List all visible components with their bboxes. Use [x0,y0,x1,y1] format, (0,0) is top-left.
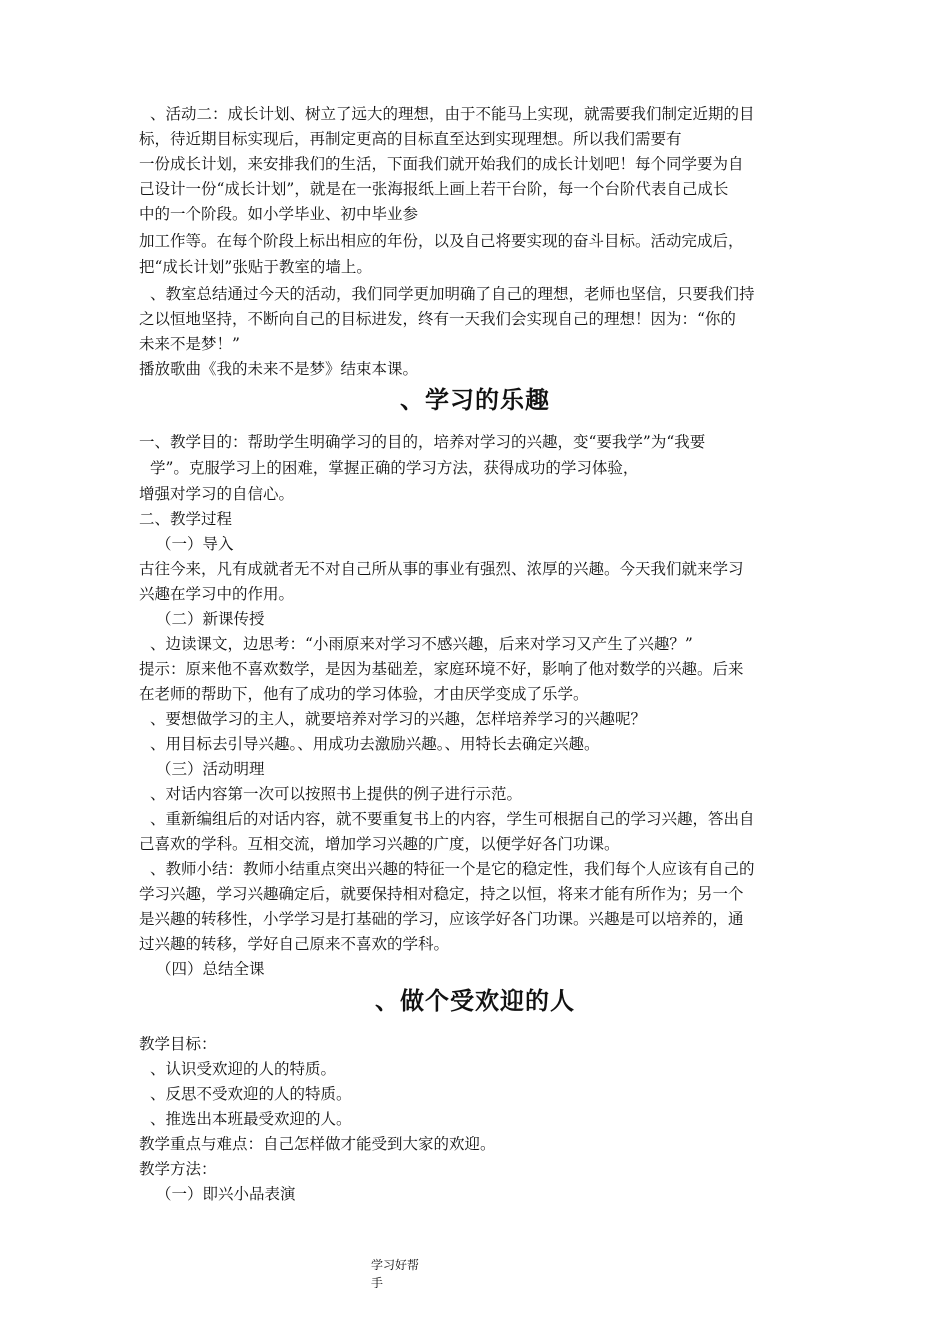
paragraph-line: 未来不是梦！” [139,335,240,353]
paragraph-line: 是兴趣的转移性，小学学习是打基础的学习，应该学好各门功课。兴趣是可以培养的，通 [139,910,744,928]
list-item: 、认识受欢迎的人的特质。 [150,1060,337,1078]
paragraph-line: 、要想做学习的主人，就要培养对学习的兴趣，怎样培养学习的兴趣呢？ [150,710,647,728]
paragraph-line: 一份成长计划，来安排我们的生活，下面我们就开始我们的成长计划吧！每个同学要为自 [139,155,744,173]
lesson-heading: 、做个受欢迎的人 [375,987,575,1015]
paragraph-line: 学习兴趣，学习兴趣确定后，就要保持相对稳定，持之以恒，将来才能有所作为；另一个 [139,885,744,903]
paragraph-line: 己喜欢的学科。互相交流，增加学习兴趣的广度，以便学好各门功课。 [139,835,620,853]
footer-text: 手 [371,1276,384,1290]
paragraph-line: 一、教学目的：帮助学生明确学习的目的，培养对学习的兴趣，变“要我学”为“我要 [139,433,706,451]
paragraph-line: 教学方法： [139,1160,217,1178]
paragraph-line: 把“成长计划”张贴于教室的墙上。 [139,258,372,276]
paragraph-line: 学”。克服学习上的困难，掌握正确的学习方法，获得成功的学习体验， [150,459,639,477]
paragraph-line: 教学目标： [139,1035,217,1053]
subsection-title: （三）活动明理 [156,760,265,778]
paragraph-line: 、教师小结：教师小结重点突出兴趣的特征一个是它的稳定性，我们每个人应该有自己的 [150,860,755,878]
paragraph-line: 、对话内容第一次可以按照书上提供的例子进行示范。 [150,785,523,803]
paragraph-line: 、边读课文，边思考：“小雨原来对学习不感兴趣，后来对学习又产生了兴趣？” [150,635,693,653]
subsection-title: （二）新课传授 [156,610,265,628]
paragraph-line: 己设计一份“成长计划”，就是在一张海报纸上画上若干台阶，每一个台阶代表自己成长 [139,180,729,198]
paragraph-line: 、重新编组后的对话内容，就不要重复书上的内容，学生可根据自己的学习兴趣，答出自 [150,810,755,828]
paragraph-line: 加工作等。在每个阶段上标出相应的年份，以及自己将要实现的奋斗目标。活动完成后， [139,232,744,250]
subsection-title: （一）即兴小品表演 [156,1185,296,1203]
paragraph-line: 之以恒地坚持，不断向自己的目标进发，终有一天我们会实现自己的理想！因为：“你的 [139,310,736,328]
paragraph-line: 兴趣在学习中的作用。 [139,585,295,603]
paragraph-line: 过兴趣的转移，学好自己原来不喜欢的学科。 [139,935,450,953]
paragraph-line: 、教室总结通过今天的活动，我们同学更加明确了自己的理想，老师也坚信，只要我们持 [150,285,755,303]
lesson-heading: 、学习的乐趣 [400,386,550,414]
paragraph-line: 二、教学过程 [139,510,233,528]
paragraph-line: 增强对学习的自信心。 [139,485,295,503]
list-item: 、推选出本班最受欢迎的人。 [150,1110,352,1128]
paragraph-line: 在老师的帮助下，他有了成功的学习体验，才由厌学变成了乐学。 [139,685,589,703]
paragraph-line: 中的一个阶段。如小学毕业、初中毕业参 [139,205,419,223]
paragraph-line: 古往今来，凡有成就者无不对自己所从事的事业有强烈、浓厚的兴趣。今天我们就来学习 [139,560,744,578]
paragraph-line: 、用目标去引导兴趣。、用成功去激励兴趣。、用特长去确定兴趣。 [150,735,600,753]
subsection-title: （一）导入 [156,535,234,553]
paragraph-line: 标，待近期目标实现后，再制定更高的目标直至达到实现理想。所以我们需要有 [139,130,682,148]
list-item: 、反思不受欢迎的人的特质。 [150,1085,352,1103]
footer-text: 学习好帮 [371,1258,420,1272]
paragraph-line: 、活动二：成长计划、树立了远大的理想，由于不能马上实现，就需要我们制定近期的目 [150,105,755,123]
paragraph-line: 提示：原来他不喜欢数学，是因为基础差，家庭环境不好，影响了他对数学的兴趣。后来 [139,660,744,678]
paragraph-line: 播放歌曲《我的未来不是梦》结束本课。 [139,360,419,378]
paragraph-line: 教学重点与难点：自己怎样做才能受到大家的欢迎。 [139,1135,496,1153]
subsection-title: （四）总结全课 [156,960,265,978]
